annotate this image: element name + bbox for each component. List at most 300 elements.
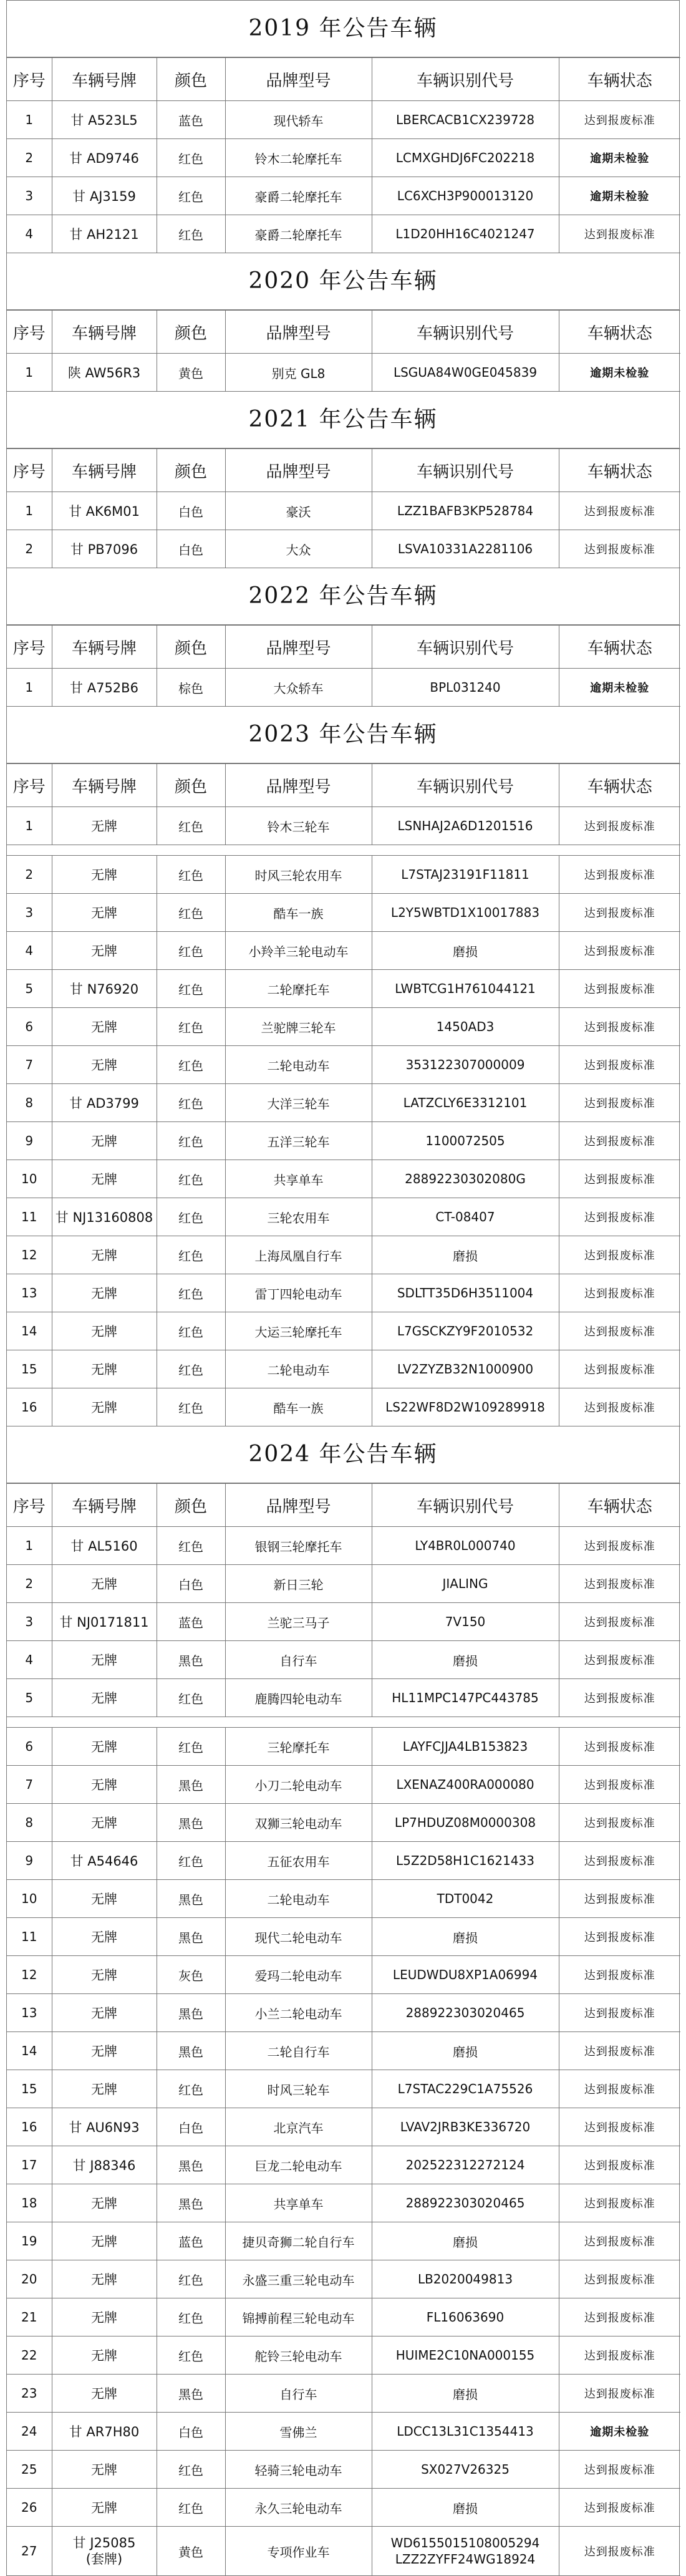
row-number-text: 15: [21, 2081, 37, 2096]
plate-number-cell: [52, 2451, 157, 2489]
vin-code-cell: [372, 1527, 559, 1565]
brand-model-text: 铃木三轮车: [267, 819, 330, 835]
row-number-cell: [7, 932, 52, 970]
vehicle-color-text: 红色: [178, 1400, 203, 1416]
brand-model-text: 永盛三重三轮电动车: [242, 2272, 355, 2288]
vin-code-cell: [372, 932, 559, 970]
column-header-vehicle-status: 车辆状态: [559, 1484, 680, 1527]
plate-number-cell: [52, 1198, 157, 1236]
vehicle-color-cell: [157, 1804, 225, 1842]
vehicle-color-cell: [157, 1084, 225, 1122]
row-number-text: 1: [25, 365, 34, 380]
plate-number-cell: [52, 1603, 157, 1641]
row-number-cell: [7, 1918, 52, 1956]
brand-model-cell: [225, 2298, 372, 2336]
vehicle-status-cell: [559, 807, 680, 845]
column-header-row-number: 序号: [7, 764, 52, 807]
vehicle-color-cell: [157, 1565, 225, 1603]
vehicle-color-text: 红色: [178, 1020, 203, 1035]
plate-number-text: 甘 AK6M01: [68, 504, 140, 519]
vin-code-text: LATZCLY6E3312101: [403, 1095, 528, 1110]
brand-model-text: 二轮电动车: [267, 1362, 330, 1378]
vehicle-color-text: 蓝色: [178, 1615, 203, 1630]
row-number-cell: [7, 1766, 52, 1804]
brand-model-text: 小刀二轮电动车: [254, 1778, 342, 1793]
row-number-text: 1: [25, 112, 34, 127]
vin-code-text: 353122307000009: [405, 1057, 525, 1072]
row-number-text: 3: [25, 905, 34, 920]
brand-model-cell: [225, 1728, 372, 1766]
vehicle-status-cell: [559, 1527, 680, 1565]
vehicle-status-text: 达到报废标准: [584, 2235, 655, 2249]
column-header-plate-number: 车辆号牌: [52, 764, 157, 807]
brand-model-cell: [225, 1527, 372, 1565]
column-header-plate-number: 车辆号牌: [52, 449, 157, 492]
plate-number-cell: [52, 2489, 157, 2527]
vehicle-status-cell: [559, 856, 680, 894]
vin-code-cell: [372, 177, 559, 215]
vehicle-status-cell: [559, 2146, 680, 2184]
column-header-vin-code: 车辆识别代号: [372, 449, 559, 492]
brand-model-text: 二轮摩托车: [267, 982, 330, 997]
vin-code-text: LC6XCH3P900013120: [397, 188, 534, 203]
plate-number-text: 无牌: [91, 819, 117, 834]
brand-model-text: 大洋三轮车: [267, 1096, 330, 1111]
table-row: [7, 1312, 680, 1350]
table-row: [7, 1008, 680, 1046]
plate-number-cell: [52, 2413, 157, 2451]
vehicle-status-text: 达到报废标准: [584, 1741, 655, 1754]
vehicle-status-text: 达到报废标准: [584, 1654, 655, 1667]
plate-number-cell: [52, 2070, 157, 2108]
vehicle-color-cell: [157, 1122, 225, 1160]
vin-code-second: LZZ2ZYFF24WG18924: [395, 2552, 536, 2567]
row-number-cell: [7, 1160, 52, 1198]
vehicle-color-cell: [157, 2070, 225, 2108]
column-header-brand-model: 品牌型号: [225, 58, 372, 101]
vehicle-color-cell: [157, 1160, 225, 1198]
vehicle-status-cell: [559, 2489, 680, 2527]
vin-code-text: LY4BR0L000740: [415, 1538, 516, 1553]
vin-code-cell: [372, 1766, 559, 1804]
brand-model-text: 五征农用车: [267, 1854, 330, 1869]
brand-model-cell: [225, 1565, 372, 1603]
plate-number-text: 无牌: [91, 1172, 117, 1187]
vehicle-status-cell: [559, 2108, 680, 2146]
row-number-cell: [7, 177, 52, 215]
vin-code-cell: [372, 2489, 559, 2527]
brand-model-text: 五洋三轮车: [267, 1134, 330, 1150]
brand-model-text: 鹿腾四轮电动车: [254, 1691, 342, 1707]
vehicle-table: [7, 625, 680, 707]
plate-number-text: 甘 A752B6: [70, 680, 138, 695]
plate-number-text: 无牌: [91, 2006, 117, 2021]
vehicle-status-text: 达到报废标准: [584, 945, 655, 958]
vin-code-cell: [372, 2298, 559, 2336]
section-title: 2023 年公告车辆: [7, 707, 679, 763]
vehicle-color-cell: [157, 1046, 225, 1084]
column-header-row-number: 序号: [7, 1484, 52, 1527]
vehicle-color-text: 黑色: [178, 1892, 203, 1907]
brand-model-text: 爱玛二轮电动车: [254, 1968, 342, 1983]
vehicle-color-cell: [157, 807, 225, 845]
table-row: [7, 1046, 680, 1084]
row-number-text: 23: [21, 2386, 37, 2401]
brand-model-cell: [225, 2451, 372, 2489]
vehicle-color-cell: [157, 1312, 225, 1350]
plate-number-cell: [52, 1236, 157, 1274]
vehicle-status-text: 达到报废标准: [584, 2273, 655, 2287]
row-number-cell: [7, 1198, 52, 1236]
plate-number-cell: [52, 1008, 157, 1046]
vehicle-color-cell: [157, 1603, 225, 1641]
vehicle-color-cell: [157, 2375, 225, 2413]
vin-code-text: L7STAC229C1A75526: [397, 2081, 533, 2096]
vehicle-status-cell: [559, 1641, 680, 1679]
brand-model-cell: [225, 354, 372, 392]
plate-number-text: 无牌: [91, 1778, 117, 1793]
plate-number-cell: [52, 1565, 157, 1603]
vehicle-status-text: 达到报废标准: [584, 1855, 655, 1868]
vehicle-color-cell: [157, 2260, 225, 2298]
plate-number-text: 无牌: [91, 2082, 117, 2097]
vehicle-status-cell: [559, 2336, 680, 2375]
row-number-text: 4: [25, 943, 34, 958]
vehicle-status-cell: [559, 1046, 680, 1084]
vehicle-table: [7, 763, 680, 1426]
row-number-cell: [7, 2413, 52, 2451]
plate-number-cell: [52, 177, 157, 215]
brand-model-text: 自行车: [279, 1653, 317, 1668]
section-title: 2022 年公告车辆: [7, 568, 679, 625]
row-number-cell: [7, 1641, 52, 1679]
year-section: [6, 0, 680, 253]
vehicle-color-text: 黑色: [178, 1816, 203, 1831]
table-row: [7, 1236, 680, 1274]
vin-code-text: 288922303020465: [405, 2196, 525, 2210]
vehicle-status-cell: [559, 2527, 680, 2576]
vehicle-status-cell: [559, 354, 680, 392]
brand-model-cell: [225, 1198, 372, 1236]
column-header-vehicle-status: 车辆状态: [559, 58, 680, 101]
vehicle-status-text: 达到报废标准: [584, 114, 655, 127]
vin-code-text: LWBTCG1H761044121: [395, 981, 536, 996]
table-row: [7, 807, 680, 845]
table-row: [7, 2184, 680, 2222]
brand-model-text: 巨龙二轮电动车: [254, 2158, 342, 2174]
brand-model-cell: [225, 1084, 372, 1122]
vehicle-color-text: 黄色: [178, 2544, 203, 2560]
row-number-cell: [7, 1008, 52, 1046]
vehicle-color-text: 红色: [178, 1172, 203, 1188]
plate-number-cell: [52, 2375, 157, 2413]
row-number-text: 6: [25, 1739, 34, 1754]
vehicle-color-text: 黑色: [178, 1653, 203, 1668]
vehicle-color-cell: [157, 2032, 225, 2070]
vin-code-cell: [372, 1350, 559, 1388]
brand-model-text: 新日三轮: [273, 1577, 324, 1592]
column-header-brand-model: 品牌型号: [225, 311, 372, 354]
page-gap: [7, 1717, 680, 1728]
vin-code-cell: [372, 2184, 559, 2222]
vehicle-color-text: 红色: [178, 982, 203, 997]
row-number-text: 19: [21, 2234, 37, 2249]
section-title: 2024 年公告车辆: [7, 1426, 679, 1483]
vehicle-status-text: 达到报废标准: [584, 2464, 655, 2477]
table-row: [7, 669, 680, 707]
brand-model-text: 豪爵二轮摩托车: [254, 189, 342, 205]
brand-model-text: 雷丁四轮电动车: [254, 1286, 342, 1302]
vin-code-cell: [372, 1956, 559, 1994]
row-number-text: 6: [25, 1019, 34, 1034]
vehicle-status-text: 达到报废标准: [584, 2502, 655, 2515]
vin-code-text: SDLTT35D6H3511004: [397, 1286, 534, 1300]
vehicle-color-cell: [157, 1918, 225, 1956]
vehicle-color-cell: [157, 101, 225, 139]
row-number-text: 12: [21, 1967, 37, 1982]
table-row: [7, 856, 680, 894]
table-header-row: [7, 311, 680, 354]
page-gap-cell: [7, 845, 680, 856]
vehicle-color-text: 红色: [178, 1134, 203, 1150]
table-row: [7, 1388, 680, 1426]
vehicle-status-cell: [559, 177, 680, 215]
row-number-cell: [7, 1880, 52, 1918]
vin-code-cell: [372, 2146, 559, 2184]
vin-code-cell: [372, 894, 559, 932]
row-number-text: 1: [25, 503, 34, 518]
vehicle-status-cell: [559, 1728, 680, 1766]
table-row: [7, 1084, 680, 1122]
vehicle-color-text: 红色: [178, 1539, 203, 1554]
brand-model-cell: [225, 2489, 372, 2527]
brand-model-cell: [225, 215, 372, 253]
vin-code-cell: [372, 354, 559, 392]
vehicle-status-cell: [559, 1766, 680, 1804]
plate-number-text: 无牌: [91, 1691, 117, 1706]
row-number-cell: [7, 856, 52, 894]
plate-number-cell: [52, 1842, 157, 1880]
plate-number-text: 甘 A523L5: [70, 113, 138, 128]
vin-code-cell: [372, 1046, 559, 1084]
vehicle-color-text: 黑色: [178, 1930, 203, 1945]
vehicle-color-text: 黄色: [178, 366, 203, 381]
vehicle-status-text: 达到报废标准: [584, 2388, 655, 2401]
vehicle-status-text: 达到报废标准: [584, 2121, 655, 2134]
vin-code-text: 202522312272124: [405, 2157, 525, 2172]
vin-code-cell: [372, 669, 559, 707]
vehicle-color-cell: [157, 1527, 225, 1565]
column-header-vehicle-status: 车辆状态: [559, 449, 680, 492]
row-number-cell: [7, 1312, 52, 1350]
vehicle-color-cell: [157, 1956, 225, 1994]
vehicle-status-cell: [559, 1084, 680, 1122]
vehicle-status-cell: [559, 1918, 680, 1956]
column-header-row-number: 序号: [7, 626, 52, 669]
brand-model-cell: [225, 1804, 372, 1842]
vehicle-color-text: 红色: [178, 1248, 203, 1264]
table-row: [7, 970, 680, 1008]
vin-code-text: 磨损: [453, 1248, 478, 1264]
vin-code-cell: [372, 856, 559, 894]
brand-model-cell: [225, 1274, 372, 1312]
table-row: [7, 530, 680, 568]
vin-code-text: 磨损: [453, 1653, 478, 1668]
row-number-cell: [7, 1046, 52, 1084]
brand-model-cell: [225, 1842, 372, 1880]
vehicle-color-cell: [157, 2222, 225, 2260]
vehicle-color-cell: [157, 2489, 225, 2527]
vin-code-cell: [372, 1160, 559, 1198]
section-title: 2021 年公告车辆: [7, 392, 679, 448]
plate-number-text: 甘 AJ3159: [72, 189, 136, 204]
vin-code-text: LDCC13L31C1354413: [397, 2424, 534, 2439]
vin-code-text: 磨损: [453, 2234, 478, 2250]
brand-model-text: 上海凤凰自行车: [254, 1248, 342, 1264]
vin-code-cell: [372, 492, 559, 530]
vehicle-status-cell: [559, 1122, 680, 1160]
vin-code-text: LB2020049813: [417, 2272, 513, 2287]
plate-number-cell: [52, 1046, 157, 1084]
plate-number-cell: [52, 1766, 157, 1804]
table-row: [7, 2451, 680, 2489]
vin-code-cell: [372, 2451, 559, 2489]
vin-code-text: 1450AD3: [436, 1019, 495, 1034]
vehicle-announcement-document: [6, 0, 680, 2576]
vehicle-status-text: 逾期未检验: [590, 190, 650, 203]
row-number-text: 27: [21, 2544, 37, 2559]
year-section: [6, 707, 680, 1426]
plate-number-text: 无牌: [91, 2348, 117, 2363]
plate-number-cell: [52, 139, 157, 177]
row-number-text: 16: [21, 2119, 37, 2134]
column-header-vehicle-color: 颜色: [157, 1484, 225, 1527]
vehicle-status-text: 达到报废标准: [584, 1287, 655, 1300]
vehicle-status-text: 达到报废标准: [584, 1249, 655, 1262]
section-title: 2019 年公告车辆: [7, 1, 679, 57]
vin-code-text: 磨损: [453, 1930, 478, 1945]
plate-number-cell: [52, 1527, 157, 1565]
row-number-cell: [7, 2336, 52, 2375]
brand-model-text: 兰驼牌三轮车: [261, 1020, 336, 1035]
vin-code-text: LV2ZYZB32N1000900: [397, 1362, 534, 1377]
vin-code-cell: [372, 1842, 559, 1880]
vehicle-color-cell: [157, 2146, 225, 2184]
vehicle-color-text: 黑色: [178, 2386, 203, 2402]
table-row: [7, 2375, 680, 2413]
table-row: [7, 1565, 680, 1603]
vehicle-status-cell: [559, 970, 680, 1008]
vin-code-text: BPL031240: [430, 680, 501, 695]
vin-code-text: WD6155015108005294: [390, 2535, 540, 2550]
vehicle-status-cell: [559, 101, 680, 139]
vehicle-status-text: 达到报废标准: [584, 1779, 655, 1792]
vehicle-status-text: 达到报废标准: [584, 1021, 655, 1034]
vehicle-status-text: 达到报废标准: [584, 1135, 655, 1148]
vehicle-status-text: 达到报废标准: [584, 1578, 655, 1591]
plate-number-text: 无牌: [91, 1362, 117, 1377]
year-section: [6, 392, 680, 568]
year-section: [6, 1426, 680, 2576]
plate-number-cell: [52, 894, 157, 932]
vehicle-color-cell: [157, 1842, 225, 1880]
plate-number-cell: [52, 530, 157, 568]
vehicle-status-text: 达到报废标准: [584, 505, 655, 518]
brand-model-cell: [225, 1880, 372, 1918]
plate-number-text: 甘 J88346: [72, 2158, 136, 2173]
brand-model-cell: [225, 1160, 372, 1198]
brand-model-text: 小羚羊三轮电动车: [248, 944, 349, 959]
vehicle-color-text: 红色: [178, 2348, 203, 2364]
vehicle-status-cell: [559, 1236, 680, 1274]
brand-model-cell: [225, 1046, 372, 1084]
brand-model-cell: [225, 1350, 372, 1388]
vin-code-cell: [372, 1641, 559, 1679]
vin-code-text: L1D20HH16C4021247: [395, 226, 535, 241]
vin-code-cell: [372, 1994, 559, 2032]
table-row: [7, 177, 680, 215]
vin-code-text: L7GSCKZY9F2010532: [397, 1324, 534, 1339]
plate-number-cell: [52, 1994, 157, 2032]
row-number-cell: [7, 492, 52, 530]
row-number-cell: [7, 970, 52, 1008]
vehicle-status-text: 达到报废标准: [584, 2007, 655, 2020]
plate-number-text: 甘 N76920: [69, 982, 139, 997]
section-title: 2020 年公告车辆: [7, 253, 679, 310]
vehicle-color-text: 黑色: [178, 2196, 203, 2212]
plate-number-cell: [52, 1388, 157, 1426]
brand-model-text: 二轮电动车: [267, 1892, 330, 1907]
vehicle-status-text: 达到报废标准: [584, 1616, 655, 1629]
vin-code-text: 288922303020465: [405, 2005, 525, 2020]
table-row: [7, 1766, 680, 1804]
column-header-plate-number: 车辆号牌: [52, 1484, 157, 1527]
vin-code-cell: [372, 2070, 559, 2108]
plate-number-cell: [52, 1160, 157, 1198]
vehicle-color-text: 红色: [178, 151, 203, 167]
brand-model-text: 二轮自行车: [267, 2044, 330, 2060]
vin-code-text: FL16063690: [426, 2310, 505, 2325]
vehicle-status-cell: [559, 1804, 680, 1842]
vin-code-cell: [372, 1565, 559, 1603]
vehicle-color-cell: [157, 894, 225, 932]
vin-code-cell: [372, 2413, 559, 2451]
vehicle-status-cell: [559, 1603, 680, 1641]
vehicle-color-text: 红色: [178, 2082, 203, 2098]
plate-number-text: 无牌: [91, 1058, 117, 1073]
plate-number-cell: [52, 856, 157, 894]
vehicle-status-text: 达到报废标准: [584, 1893, 655, 1906]
table-row: [7, 1994, 680, 2032]
row-number-cell: [7, 669, 52, 707]
row-number-cell: [7, 1842, 52, 1880]
vehicle-table: [7, 448, 680, 568]
table-row: [7, 1880, 680, 1918]
vin-code-text: LSVA10331A2281106: [397, 541, 533, 556]
plate-number-text: 无牌: [91, 906, 117, 921]
vin-code-cell: [372, 1236, 559, 1274]
row-number-cell: [7, 2489, 52, 2527]
vehicle-color-cell: [157, 1274, 225, 1312]
vehicle-color-text: 红色: [178, 1324, 203, 1340]
year-section: [6, 253, 680, 392]
plate-number-cell: [52, 1918, 157, 1956]
row-number-text: 8: [25, 1095, 34, 1110]
row-number-text: 26: [21, 2500, 37, 2515]
vin-code-cell: [372, 1728, 559, 1766]
vehicle-status-cell: [559, 894, 680, 932]
vin-code-text: SX027V26325: [421, 2462, 510, 2477]
